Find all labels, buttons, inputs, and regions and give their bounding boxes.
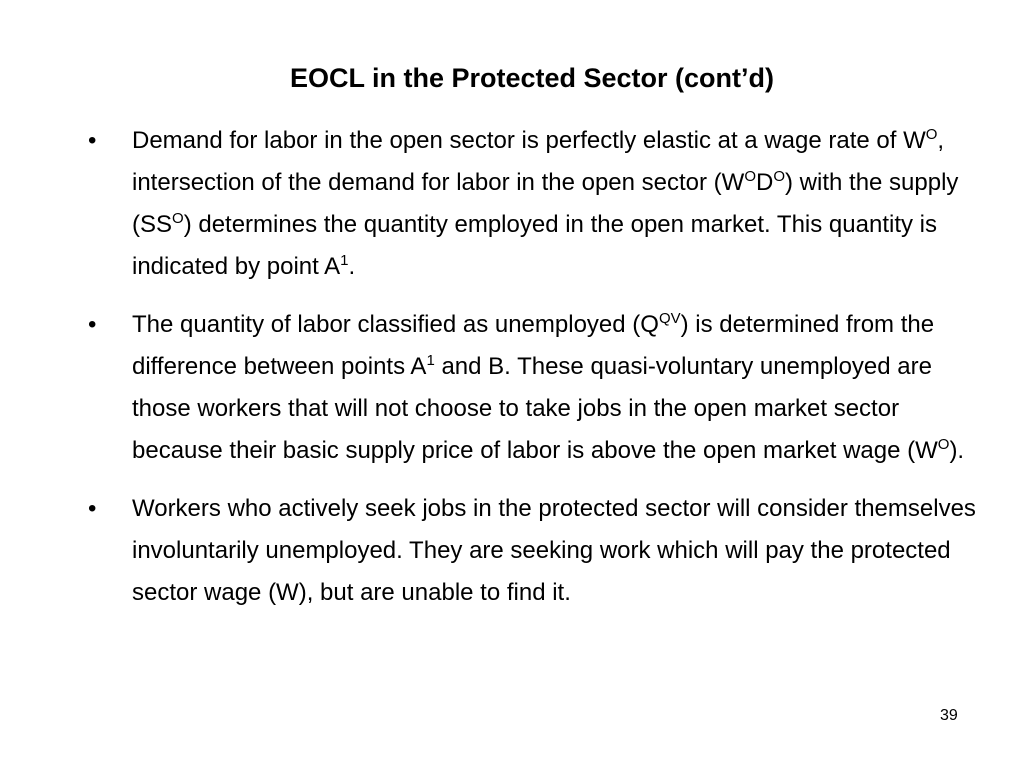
superscript: O bbox=[925, 126, 938, 143]
bullet-marker: • bbox=[88, 127, 97, 154]
bullet-text-segment: and B. These quasi-voluntary unemployed are those workers that will not choose to take jobs in the open market sector because their basic supply price of labor is above the open market wage (W bbox=[132, 353, 938, 464]
bullet-text-segment: , intersection of the demand for labor in the open sector (W bbox=[132, 127, 945, 196]
bullet-list bbox=[88, 120, 988, 630]
bullet-marker: • bbox=[88, 495, 97, 522]
bullet-text-segment: ) is determined from the difference between points A bbox=[132, 311, 935, 380]
superscript: 1 bbox=[340, 252, 349, 269]
page-number: 39 bbox=[940, 707, 958, 724]
bullet-marker: • bbox=[88, 311, 97, 338]
superscript: O bbox=[937, 436, 950, 453]
bullet-text-segment: ) with the supply (SS bbox=[132, 169, 959, 238]
superscript: O bbox=[172, 210, 184, 227]
bullet-text-segment: ). bbox=[949, 437, 965, 464]
bullet-item-open-sector-demand bbox=[88, 120, 988, 288]
bullet-text-segment: ) determines the quantity employed in the open market. This quantity is indicated by point A bbox=[132, 211, 937, 280]
bullet-item-quasi-voluntary-unemployed bbox=[88, 304, 988, 472]
bullet-item-involuntary-unemployed bbox=[88, 488, 988, 614]
superscript: QV bbox=[658, 310, 681, 327]
bullet-text-segment: . bbox=[348, 253, 356, 280]
superscript: O bbox=[773, 168, 786, 185]
bullet-text-segment: The quantity of labor classified as unemployed (Q bbox=[132, 311, 659, 338]
bullet-text-segment: Demand for labor in the open sector is perfectly elastic at a wage rate of W bbox=[132, 127, 926, 154]
slide-title: EOCL in the Protected Sector (cont’d) bbox=[289, 63, 775, 93]
superscript: O bbox=[744, 168, 756, 185]
bullet-text-segment: Workers who actively seek jobs in the protected sector will consider themselves involuntarily unemployed. They are seeking work which will pay the protected sector wage (W), but are unable to find it. bbox=[132, 495, 976, 606]
superscript: 1 bbox=[426, 352, 435, 369]
bullet-text-segment: D bbox=[756, 169, 774, 196]
